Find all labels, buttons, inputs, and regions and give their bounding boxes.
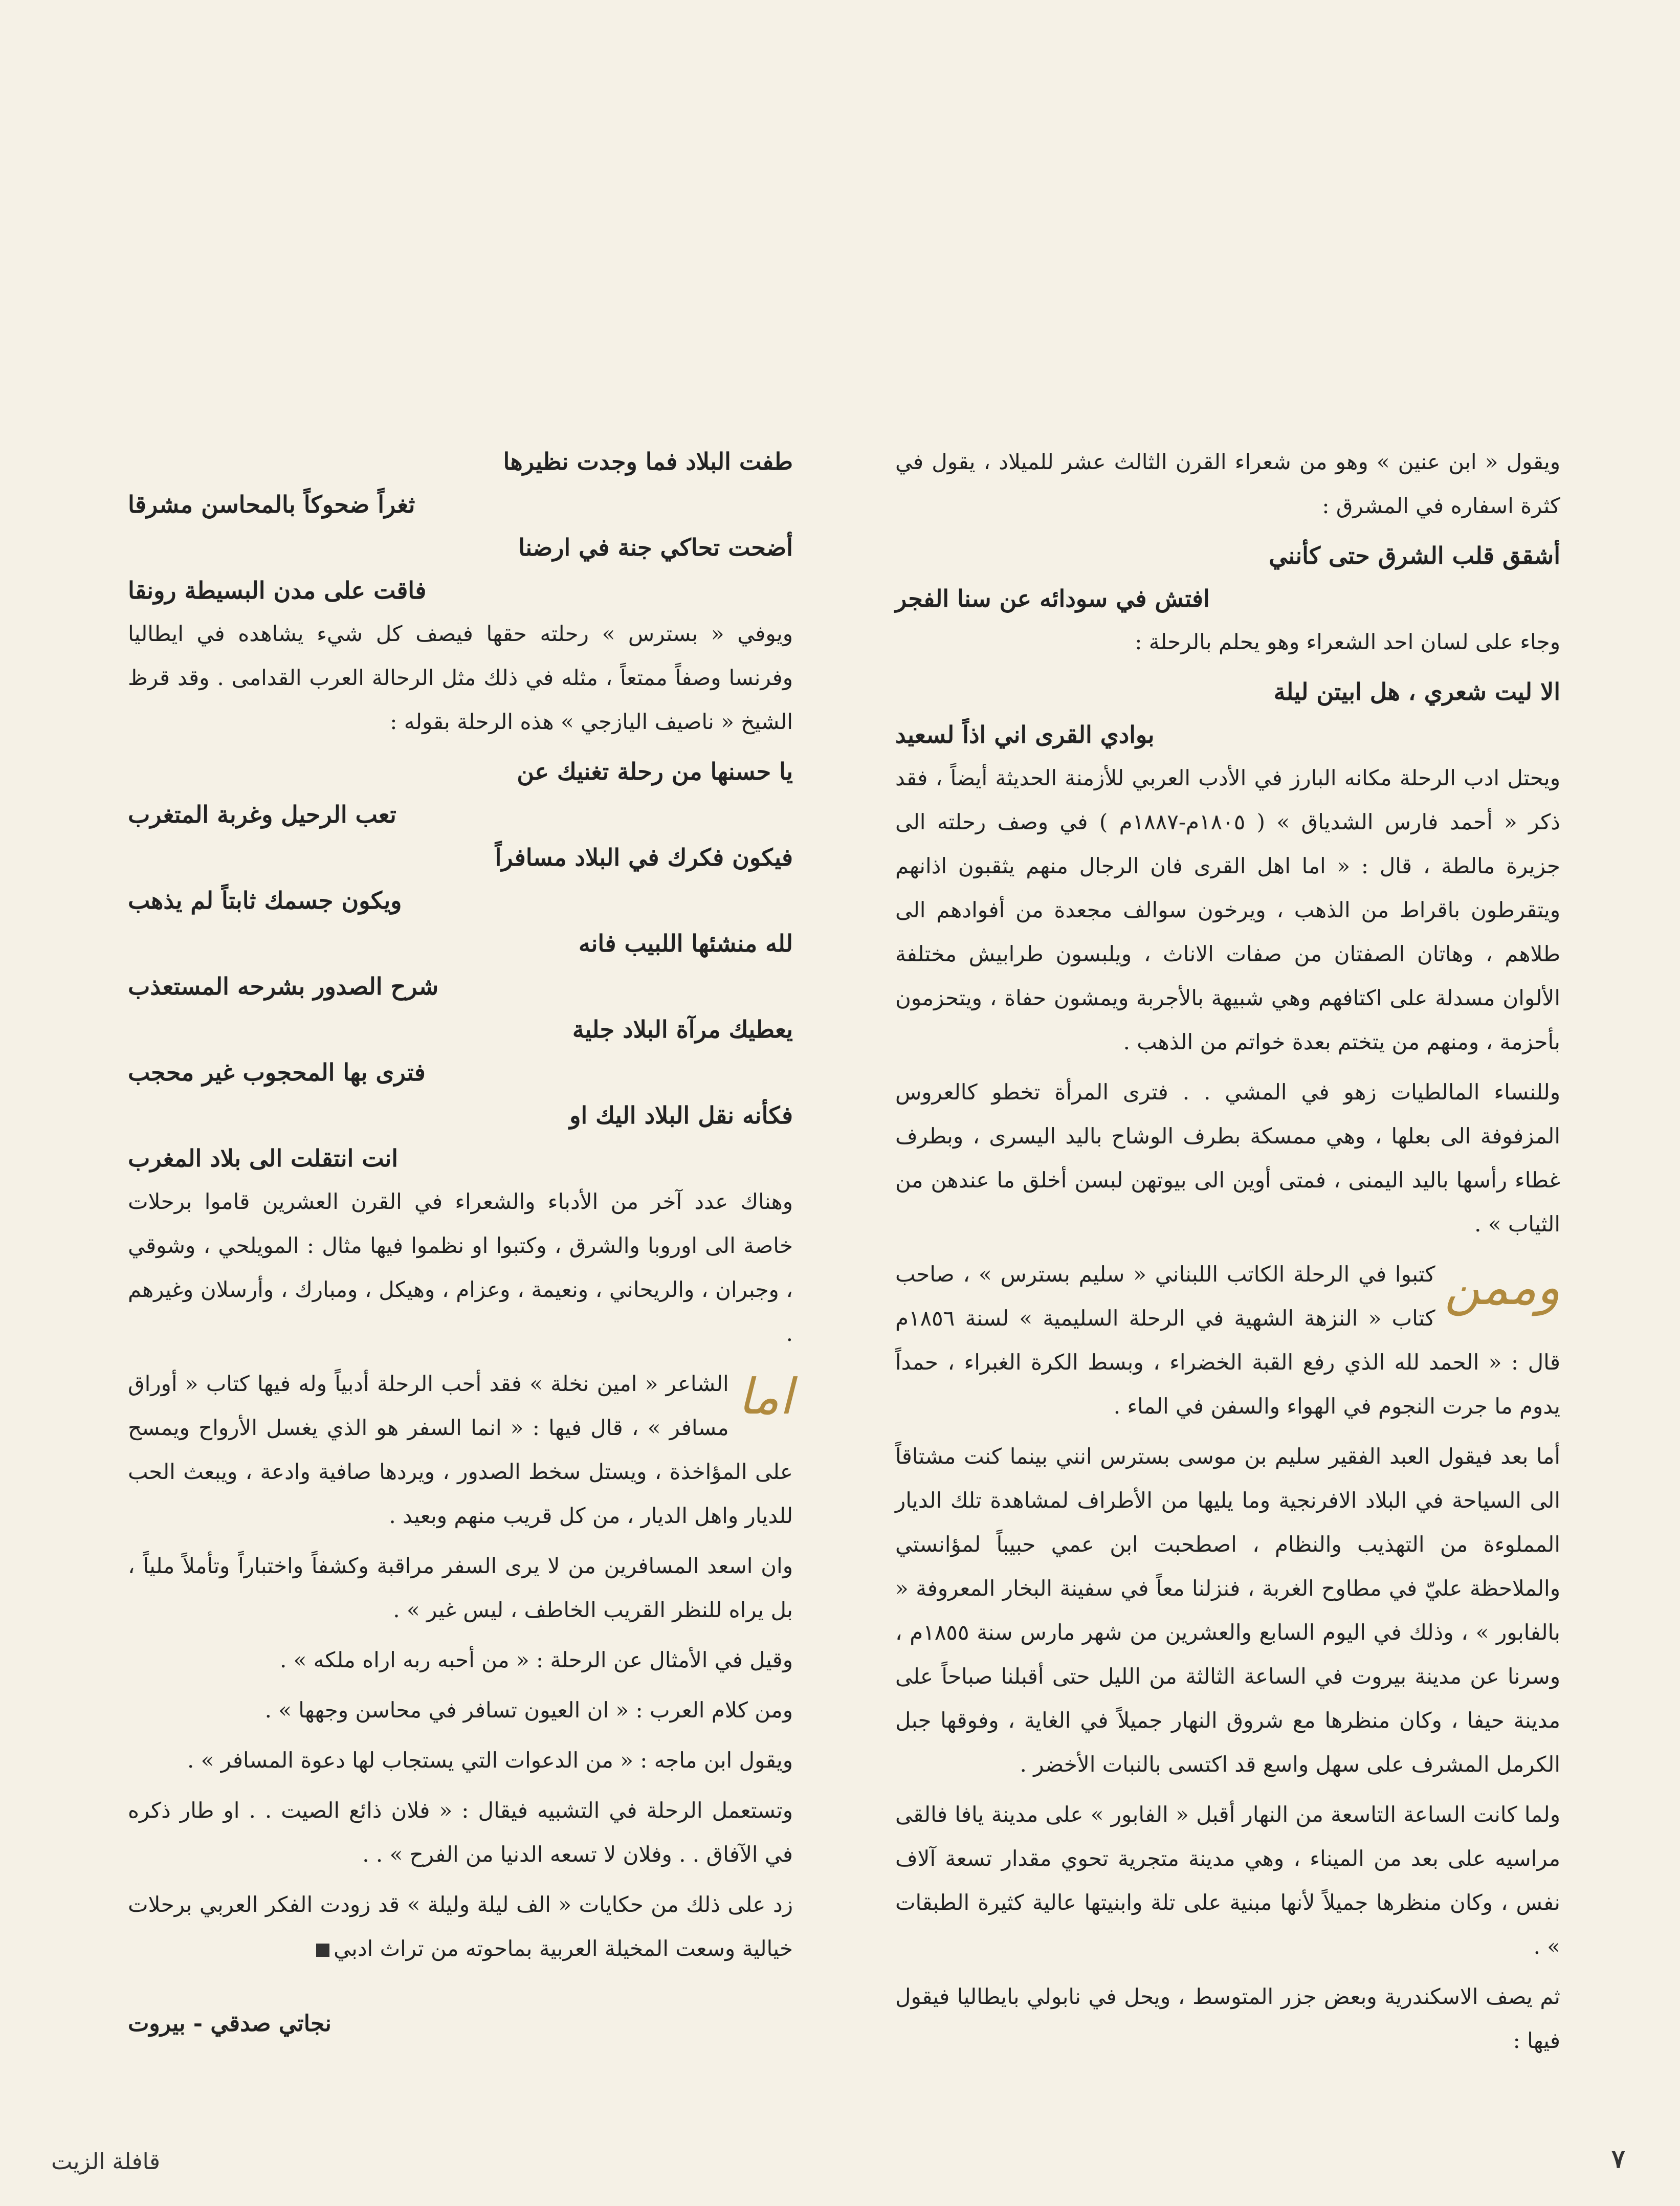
paragraph-with-marker (895, 1252, 1560, 1428)
paragraph: ومن كلام العرب : « ان العيون تسافر في محاسن وجهها » . (264, 1697, 793, 1723)
paragraph-text: كتبوا في الرحلة الكاتب اللبناني « سليم بسترس » ، صاحب كتاب « النزهة الشهية في الرحلة السليمية » لسنة ١٨٥٦م قال : « الحمد لله الذي رفع القبة الخضراء ، وبسط الكرة الغبراء ، حمداً يدوم ما جرت النجوم في الهواء والسفن في الماء . (895, 1262, 1560, 1419)
page-number: ٧ (1611, 2144, 1625, 2174)
verse-line: ويكون جسمك ثابتاً لم يذهب (128, 887, 402, 914)
end-square-icon (316, 1944, 329, 1957)
decorative-marker: وممن (1444, 1259, 1560, 1316)
paragraph: ويحتل ادب الرحلة مكانه البارز في الأدب العربي للأزمنة الحديثة أيضاً ، فقد ذكر « أحمد فارس الشدياق » ( ١٨٠٥م-١٨٨٧م ) في وصف رحلته الى جزيرة مالطة ، قال : « اما اهل القرى فان الرجال منهم يثقبون اذانهم ويتقرطون باقراط من الذهب ، ويرخون سوالف مجعدة من أفوادهم الى طلاهم ، وهاتان الصفتان من صفات الاناث ، ويلبسون طرابيش مختلفة الألوان مسدلة على اكتافهم وهي شبيهة بالأجربة ويمشون حفاة ، ويتحزمون بأحزمة ، ومنهم من يتختم بعدة خواتم من الذهب . (895, 765, 1560, 1054)
verse-line: أشقق قلب الشرق حتى كأنني (1269, 542, 1560, 569)
verse-line: فكأنه نقل البلاد اليك او (569, 1101, 793, 1129)
verse-line: طفت البلاد فما وجدت نظيرها (503, 448, 793, 475)
verse (895, 534, 1560, 620)
decorative-marker: اما (738, 1368, 793, 1425)
right-column (895, 440, 1560, 2069)
paragraph: وتستعمل الرحلة في التشبيه فيقال : « فلان ذائع الصيت . . او طار ذكره في الآفاق . . وفلان لا تسعه الدنيا من الفرح » . . (128, 1798, 793, 1867)
verse-line: بوادي القرى اني اذاً لسعيد (895, 721, 1155, 748)
paragraph: وهناك عدد آخر من الأدباء والشعراء في القرن العشرين قاموا برحلات خاصة الى اوروبا والشرق ، وكتبوا او نظموا فيها مثال : المويلحي ، وشوقي ، وجبران ، والريحاني ، ونعيمة ، وعزام ، وهيكل ، ومبارك ، وأرسلان وغيرهم . (128, 1189, 793, 1346)
verse-line: يا حسنها من رحلة تغنيك عن (517, 758, 793, 785)
paragraph: وقيل في الأمثال عن الرحلة : « من أحبه ربه اراه ملكه » . (279, 1647, 793, 1672)
verse (128, 750, 793, 1180)
verse-line: فاقت على مدن البسيطة رونقا (128, 577, 427, 604)
verse (128, 440, 793, 612)
paragraph: وللنساء المالطيات زهو في المشي . . فترى المرأة تخطو كالعروس المزفوفة الى بعلها ، وهي ممسكة بطرف الوشاح باليد اليسرى ، وبطرف غطاء رأسها باليد اليمنى ، فمتى أوين الى بيوتهن لبسن أخلق ما عندهن من الثياب » . (895, 1079, 1560, 1237)
paragraph-text: الشاعر « امين نخلة » فقد أحب الرحلة أدبياً وله فيها كتاب « أوراق مسافر » ، قال فيها : « انما السفر هو الذي يغسل الأرواح ويمسح على المؤاخذة ، ويستل سخط الصدور ، ويردها صافية وادعة ، ويبعث الحب للديار واهل الديار ، من كل قريب منهم وبعيد . (128, 1371, 793, 1528)
verse-line: شرح الصدور بشرحه المستعذب (128, 973, 439, 1000)
paragraph: ولما كانت الساعة التاسعة من النهار أقبل « الفابور » على مدينة يافا فالقى مراسيه على بعد من الميناء ، وهي مدينة متجرية تحوي مقدار تسعة آلاف نفس ، وكان منظرها جميلاً لأنها مبنية على تلة وابنيتها عالية كثيرة الطبقات » . (895, 1802, 1560, 1959)
paragraph: ويوفي « بسترس » رحلته حقها فيصف كل شيء يشاهده في ايطاليا وفرنسا وصفاً ممتعاً ، مثله في ذلك مثل الرحالة العرب القدامى . وقد قرظ الشيخ « ناصيف اليازجي » هذه الرحلة بقوله : (128, 621, 793, 734)
verse-line: فترى بها المحجوب غير محجب (128, 1058, 426, 1086)
paragraph-text: زد على ذلك من حكايات « الف ليلة وليلة » قد زودت الفكر العربي برحلات خيالية وسعت المخيلة العربية بماحوته من تراث ادبي (128, 1892, 793, 1961)
paragraph: أما بعد فيقول العبد الفقير سليم بن موسى بسترس انني بينما كنت مشتاقاً الى السياحة في البلاد الافرنجية وما يليها من الأطراف لمشاهدة تلك الديار المملوءة من التهذيب والنظام ، اصطحبت ابن عمي حبيباً لمؤانستي والملاحظة عليّ في مطاوح الغربة ، فنزلنا معاً في سفينة البخار المعروفة « بالفابور » ، وذلك في اليوم السابع والعشرين من شهر مارس سنة ١٨٥٥م ، وسرنا عن مدينة بيروت في الساعة الثالثة من الليل حتى أقبلنا صباحاً على مدينة حيفا ، وكان منظرها مع شروق النهار جميلاً في الغاية ، وفوقها جبل الكرمل المشرف على سهل واسع قد اكتسى بالنبات الأخضر . (895, 1444, 1560, 1777)
verse-line: تعب الرحيل وغربة المتغرب (128, 801, 396, 828)
verse-line: لله منشئها اللبيب فانه (578, 930, 793, 957)
verse-line: يعطيك مرآة البلاد جلية (572, 1016, 793, 1043)
paragraph: ثم يصف الاسكندرية وبعض جزر المتوسط ، ويحل في نابولي بايطاليا فيقول فيها : (895, 1984, 1560, 2053)
verse-line: ثغراً ضحوكاً بالمحاسن مشرقا (128, 491, 415, 518)
paragraph: وان اسعد المسافرين من لا يرى السفر مراقبة وكشفاً واختباراً وتأملاً ملياً ، بل يراه للنظر القريب الخاطف ، ليس غير » . (128, 1553, 793, 1622)
paragraph: وجاء على لسان احد الشعراء وهو يحلم بالرحلة : (1135, 629, 1560, 654)
verse-line: أضحت تحاكي جنة في ارضنا (518, 534, 793, 561)
verse (895, 670, 1560, 756)
verse-line: الا ليت شعري ، هل ابيتن ليلة (1273, 678, 1560, 705)
left-column (128, 440, 793, 1977)
magazine-name: قافلة الزيت (51, 2149, 160, 2175)
verse-line: افتش في سودائه عن سنا الفجر (895, 585, 1210, 612)
paragraph: ويقول « ابن عنين » وهو من شعراء القرن الثالث عشر للميلاد ، يقول في كثرة اسفاره في المشرق : (895, 449, 1560, 518)
verse-line: انت انتقلت الى بلاد المغرب (128, 1144, 399, 1172)
paragraph-with-marker (128, 1362, 793, 1538)
author-byline: نجاتي صدقي - بيروت (128, 2011, 331, 2037)
paragraph: ويقول ابن ماجه : « من الدعوات التي يستجاب لها دعوة المسافر » . (187, 1748, 793, 1773)
verse-line: فيكون فكرك في البلاد مسافراً (495, 844, 793, 871)
paragraph-end (128, 1883, 793, 1971)
